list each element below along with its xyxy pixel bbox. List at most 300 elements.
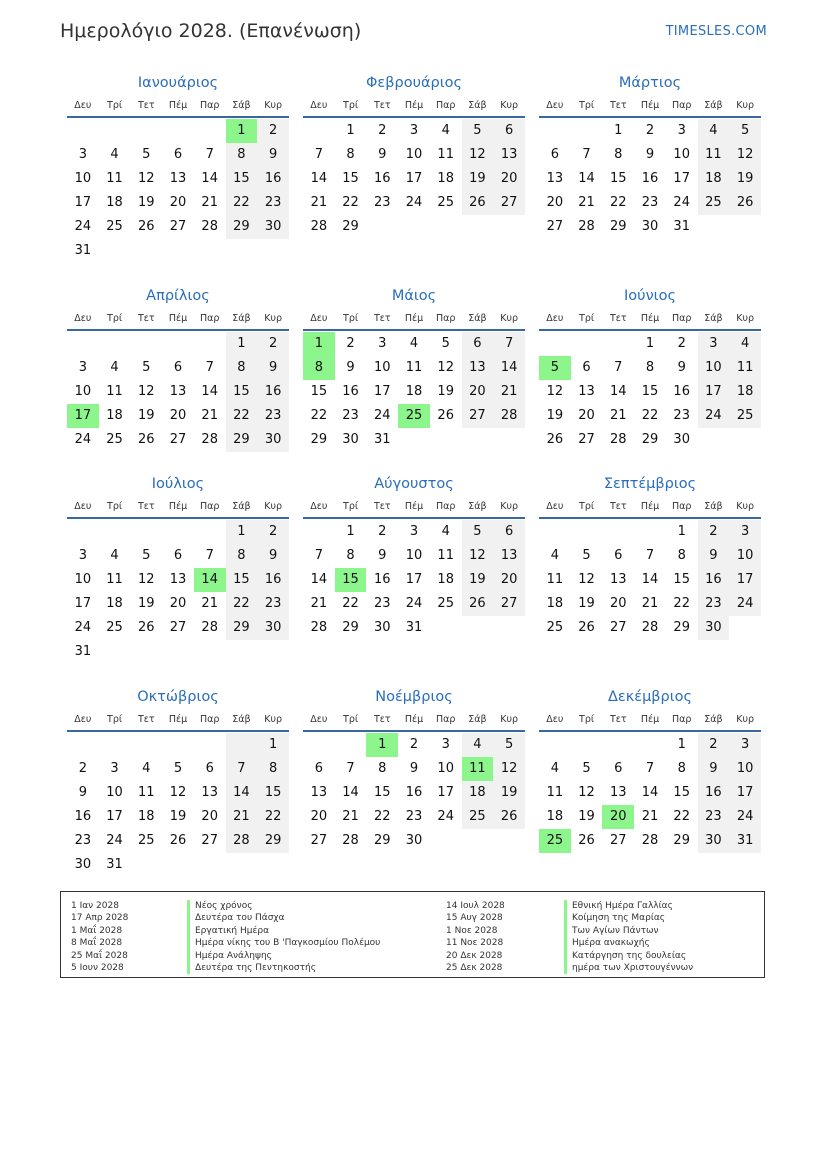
- day-cell: 24: [405, 596, 423, 611]
- day-cell: 18: [405, 384, 423, 399]
- day-cell: 10: [374, 360, 391, 375]
- legend-holiday-name: ημέρα των Χριστουγέννων: [564, 962, 693, 974]
- empty-cell: [194, 853, 226, 877]
- day-cell: 16: [257, 568, 289, 592]
- day-cell: 22: [610, 195, 627, 210]
- weekday-label: Πέμ: [168, 312, 188, 324]
- day-cell: 1: [226, 332, 258, 356]
- day-cell: 27: [546, 219, 564, 234]
- day-cell: 27: [610, 833, 627, 848]
- day-cell: 27: [169, 432, 187, 447]
- day-cell: 16: [405, 785, 423, 800]
- day-cell: 24: [729, 805, 761, 829]
- weekday-label: Πέμ: [404, 99, 424, 111]
- day-cell: 12: [729, 143, 761, 167]
- day-cell: 10: [74, 171, 92, 186]
- day-cell: 24: [74, 432, 92, 447]
- day-cell: 11: [138, 785, 155, 800]
- day-cell: 9: [257, 143, 289, 167]
- empty-cell: [257, 640, 289, 664]
- day-cell: 22: [226, 191, 258, 215]
- day-cell: 10: [405, 548, 423, 563]
- day-cell: 27: [169, 620, 187, 635]
- day-cell: 23: [641, 195, 659, 210]
- day-cell: 8: [226, 143, 258, 167]
- day-cell: 13: [610, 785, 627, 800]
- weekday-label: Κυρ: [264, 312, 283, 324]
- day-cell: 30: [257, 616, 289, 640]
- weekday-label: Τρί: [579, 99, 595, 111]
- day-cell: 11: [106, 572, 123, 587]
- day-cell: 2: [698, 520, 730, 544]
- empty-cell: [539, 119, 571, 143]
- weekday-header: [303, 307, 525, 331]
- weekday-label: Δευ: [74, 713, 92, 725]
- day-cell: 16: [74, 809, 92, 824]
- day-cell: 28: [201, 219, 218, 234]
- day-cell: 17: [698, 380, 730, 404]
- empty-cell: [162, 520, 194, 544]
- day-cell: 14: [641, 572, 659, 587]
- empty-cell: [99, 640, 131, 664]
- weekday-label: Δευ: [310, 500, 328, 512]
- weekday-header: [67, 94, 289, 118]
- day-cell: 1: [346, 123, 355, 138]
- day-cell: 2: [257, 520, 289, 544]
- day-cell: 28: [610, 432, 627, 447]
- weekday-label: Τρί: [579, 713, 595, 725]
- day-cell: 25: [138, 833, 155, 848]
- weekday-label: Κυρ: [736, 500, 755, 512]
- day-cell: 5: [142, 360, 151, 375]
- day-cell: 19: [138, 596, 155, 611]
- empty-cell: [335, 733, 367, 757]
- empty-cell: [634, 733, 666, 757]
- day-cell: 23: [257, 404, 289, 428]
- day-cell: 26: [169, 833, 187, 848]
- day-cell: 3: [409, 524, 419, 539]
- empty-cell: [99, 733, 131, 757]
- day-cell: 31: [106, 857, 123, 872]
- weekday-label: Τρί: [343, 312, 359, 324]
- weekday-label: Δευ: [546, 99, 564, 111]
- weekday-label: Τρί: [579, 500, 595, 512]
- weekday-header: [67, 495, 289, 519]
- day-cell: 23: [405, 809, 423, 824]
- empty-cell: [398, 215, 430, 239]
- day-cell: 9: [677, 360, 686, 375]
- day-cell: 27: [201, 833, 218, 848]
- day-cell: 27: [493, 592, 525, 616]
- day-cell: 26: [493, 805, 525, 829]
- weekday-label: Τετ: [373, 713, 391, 725]
- day-cell: 19: [462, 167, 494, 191]
- empty-cell: [462, 215, 494, 239]
- empty-cell: [729, 616, 761, 640]
- weekday-label: Παρ: [199, 713, 220, 725]
- weekday-label: Δευ: [546, 500, 564, 512]
- day-cell: 20: [462, 380, 494, 404]
- weekday-label: Τρί: [107, 713, 123, 725]
- day-cell: 16: [673, 384, 690, 399]
- day-cell: 17: [74, 596, 92, 611]
- weekday-label: Κυρ: [736, 312, 755, 324]
- day-cell: 29: [310, 432, 328, 447]
- weekday-label: Δευ: [74, 99, 92, 111]
- weekday-label: Κυρ: [500, 500, 519, 512]
- day-cell: 9: [257, 356, 289, 380]
- days-grid: [303, 519, 525, 640]
- day-cell: 28: [342, 833, 359, 848]
- empty-cell: [571, 119, 603, 143]
- day-cell: 31: [405, 620, 423, 635]
- day-cell: 5: [142, 548, 151, 563]
- day-cell: 7: [314, 548, 323, 563]
- empty-cell: [571, 520, 603, 544]
- day-cell: 23: [698, 805, 730, 829]
- legend-date: 17 Απρ 2028: [71, 913, 129, 924]
- empty-cell: [303, 119, 335, 143]
- legend-names-left: [187, 900, 380, 974]
- day-cell: 19: [493, 781, 525, 805]
- day-cell: 11: [437, 147, 454, 162]
- day-cell: 7: [582, 147, 591, 162]
- day-cell: 24: [698, 404, 730, 428]
- day-cell: 24: [437, 809, 454, 824]
- day-cell: 23: [257, 191, 289, 215]
- weekday-label: Παρ: [671, 99, 692, 111]
- day-cell: 9: [346, 360, 355, 375]
- day-cell: 25: [729, 404, 761, 428]
- days-grid: [67, 118, 289, 263]
- day-cell: 4: [550, 761, 559, 776]
- day-cell: 14: [310, 171, 328, 186]
- legend-date: 20 Δεκ 2028: [446, 950, 503, 961]
- day-cell: 6: [173, 147, 183, 162]
- weekday-label: Πέμ: [404, 713, 424, 725]
- day-cell: 12: [578, 785, 595, 800]
- month-name: Μάρτιος: [618, 75, 682, 91]
- day-cell: 21: [342, 809, 359, 824]
- weekday-label: Παρ: [199, 99, 220, 111]
- day-cell: 27: [462, 404, 494, 428]
- day-cell: 1: [366, 733, 398, 757]
- weekday-label: Κυρ: [264, 99, 283, 111]
- day-cell: 4: [729, 332, 761, 356]
- day-cell: 20: [310, 809, 328, 824]
- empty-cell: [462, 829, 494, 853]
- weekday-label: Τετ: [373, 312, 391, 324]
- day-cell: 22: [342, 596, 359, 611]
- day-cell: 26: [437, 408, 454, 423]
- month-name: Μάιος: [391, 288, 437, 304]
- day-cell: 14: [578, 171, 595, 186]
- weekday-label: Τετ: [137, 713, 155, 725]
- day-cell: 9: [645, 147, 655, 162]
- day-cell: 10: [673, 147, 690, 162]
- day-cell: 6: [314, 761, 323, 776]
- day-cell: 5: [582, 548, 591, 563]
- day-cell: 13: [462, 356, 494, 380]
- day-cell: 13: [493, 544, 525, 568]
- day-cell: 14: [493, 356, 525, 380]
- day-cell: 13: [169, 171, 187, 186]
- day-cell: 3: [409, 123, 419, 138]
- day-cell: 4: [142, 761, 151, 776]
- weekday-label: Τρί: [579, 312, 595, 324]
- weekday-header: [539, 94, 761, 118]
- day-cell: 21: [201, 408, 218, 423]
- day-cell: 9: [698, 757, 730, 781]
- empty-cell: [162, 239, 194, 263]
- day-cell: 15: [226, 568, 258, 592]
- day-cell: 9: [78, 785, 87, 800]
- empty-cell: [226, 733, 258, 757]
- empty-cell: [67, 119, 99, 143]
- day-cell: 19: [578, 809, 595, 824]
- day-cell: 14: [610, 384, 627, 399]
- day-cell: 16: [698, 568, 730, 592]
- month-block: [303, 686, 525, 853]
- day-cell: 30: [405, 833, 423, 848]
- day-cell: 25: [106, 620, 123, 635]
- empty-cell: [67, 520, 99, 544]
- day-cell: 20: [546, 195, 564, 210]
- day-cell: 5: [539, 356, 571, 380]
- day-cell: 10: [729, 757, 761, 781]
- days-grid: [539, 118, 761, 239]
- month-name: Απρίλιος: [146, 288, 210, 304]
- weekday-label: Τετ: [137, 312, 155, 324]
- day-cell: 7: [614, 360, 623, 375]
- day-cell: 12: [437, 360, 454, 375]
- day-cell: 23: [342, 408, 359, 423]
- day-cell: 10: [437, 761, 454, 776]
- weekday-label: Τρί: [343, 99, 359, 111]
- day-cell: 17: [405, 171, 423, 186]
- empty-cell: [162, 332, 194, 356]
- day-cell: 6: [493, 520, 525, 544]
- day-cell: 16: [257, 167, 289, 191]
- day-cell: 8: [257, 757, 289, 781]
- day-cell: 16: [342, 384, 359, 399]
- day-cell: 15: [226, 380, 258, 404]
- empty-cell: [602, 520, 634, 544]
- empty-cell: [194, 119, 226, 143]
- empty-cell: [194, 239, 226, 263]
- day-cell: 1: [677, 737, 686, 752]
- day-cell: 26: [578, 833, 595, 848]
- day-cell: 3: [78, 548, 87, 563]
- day-cell: 9: [257, 544, 289, 568]
- legend-holiday-name: Νέος χρόνος: [187, 900, 380, 912]
- day-cell: 5: [462, 119, 494, 143]
- weekday-label: Δευ: [74, 500, 92, 512]
- day-cell: 19: [578, 596, 595, 611]
- day-cell: 25: [539, 829, 571, 853]
- day-cell: 25: [106, 219, 123, 234]
- empty-cell: [130, 733, 162, 757]
- day-cell: 18: [106, 195, 123, 210]
- holiday-legend: [60, 891, 765, 978]
- day-cell: 12: [138, 171, 155, 186]
- day-cell: 8: [226, 544, 258, 568]
- empty-cell: [602, 733, 634, 757]
- day-cell: 8: [226, 356, 258, 380]
- weekday-label: Κυρ: [500, 713, 519, 725]
- empty-cell: [493, 428, 525, 452]
- empty-cell: [130, 239, 162, 263]
- empty-cell: [130, 119, 162, 143]
- weekday-label: Παρ: [671, 713, 692, 725]
- month-name: Νοέμβριος: [375, 689, 453, 705]
- weekday-label: Σάβ: [232, 99, 251, 111]
- day-cell: 12: [462, 143, 494, 167]
- empty-cell: [130, 332, 162, 356]
- day-cell: 16: [698, 781, 730, 805]
- day-cell: 22: [342, 195, 359, 210]
- day-cell: 22: [374, 809, 391, 824]
- day-cell: 18: [729, 380, 761, 404]
- weekday-label: Σάβ: [232, 713, 251, 725]
- weekday-header: [539, 495, 761, 519]
- legend-date: 25 Δεκ 2028: [446, 962, 503, 973]
- day-cell: 8: [346, 548, 355, 563]
- day-cell: 31: [374, 432, 391, 447]
- day-cell: 10: [106, 785, 123, 800]
- legend-holiday-name: Εργατική Ημέρα: [187, 925, 380, 937]
- day-cell: 26: [462, 592, 494, 616]
- empty-cell: [571, 733, 603, 757]
- page-title: Ημερολόγιο 2028. (Επανένωση): [60, 20, 362, 42]
- empty-cell: [130, 520, 162, 544]
- brand-link[interactable]: TIMESLES.COM: [665, 24, 767, 39]
- day-cell: 15: [310, 384, 328, 399]
- day-cell: 27: [310, 833, 328, 848]
- legend-names-right: [564, 900, 693, 974]
- day-cell: 31: [74, 644, 92, 659]
- day-cell: 2: [698, 733, 730, 757]
- day-cell: 13: [493, 143, 525, 167]
- day-cell: 24: [673, 195, 690, 210]
- day-cell: 3: [729, 520, 761, 544]
- day-cell: 28: [493, 404, 525, 428]
- weekday-label: Πέμ: [168, 500, 188, 512]
- day-cell: 15: [610, 171, 627, 186]
- day-cell: 13: [546, 171, 564, 186]
- day-cell: 19: [729, 167, 761, 191]
- day-cell: 4: [409, 336, 419, 351]
- day-cell: 30: [374, 620, 391, 635]
- weekday-label: Τετ: [137, 500, 155, 512]
- day-cell: 20: [493, 167, 525, 191]
- legend-holiday-name: Δευτέρα του Πάσχα: [187, 912, 380, 924]
- weekday-label: Παρ: [671, 312, 692, 324]
- weekday-label: Κυρ: [736, 713, 755, 725]
- day-cell: 15: [342, 171, 359, 186]
- day-cell: 14: [226, 781, 258, 805]
- day-cell: 5: [493, 733, 525, 757]
- day-cell: 29: [673, 620, 690, 635]
- day-cell: 30: [641, 219, 659, 234]
- day-cell: 20: [578, 408, 595, 423]
- day-cell: 18: [437, 171, 454, 186]
- days-grid: [539, 331, 761, 452]
- legend-date: 1 Μαΐ 2028: [71, 925, 123, 936]
- day-cell: 13: [169, 384, 187, 399]
- month-name: Οκτώβριος: [137, 689, 219, 705]
- weekday-header: [67, 307, 289, 331]
- day-cell: 1: [226, 520, 258, 544]
- day-cell: 12: [493, 757, 525, 781]
- day-cell: 7: [205, 147, 214, 162]
- day-cell: 30: [342, 432, 359, 447]
- day-cell: 2: [378, 123, 387, 138]
- day-cell: 30: [698, 829, 730, 853]
- empty-cell: [398, 428, 430, 452]
- weekday-label: Σάβ: [704, 713, 723, 725]
- day-cell: 2: [378, 524, 387, 539]
- days-grid: [303, 732, 525, 853]
- day-cell: 28: [310, 219, 328, 234]
- legend-holiday-name: Εθνική Ημέρα Γαλλίας: [564, 900, 693, 912]
- weekday-label: Σάβ: [704, 99, 723, 111]
- weekday-label: Παρ: [435, 312, 456, 324]
- day-cell: 31: [673, 219, 690, 234]
- weekday-label: Πέμ: [404, 312, 424, 324]
- weekday-label: Κυρ: [264, 500, 283, 512]
- day-cell: 14: [194, 568, 226, 592]
- month-name: Σεπτέμβριος: [603, 476, 697, 492]
- day-cell: 8: [614, 147, 623, 162]
- weekday-label: Τετ: [609, 312, 627, 324]
- day-cell: 28: [578, 219, 595, 234]
- day-cell: 4: [550, 548, 559, 563]
- day-cell: 14: [310, 572, 328, 587]
- day-cell: 3: [78, 360, 87, 375]
- day-cell: 18: [546, 596, 564, 611]
- day-cell: 17: [405, 572, 423, 587]
- day-cell: 20: [610, 596, 627, 611]
- day-cell: 11: [437, 548, 454, 563]
- weekday-label: Τετ: [609, 500, 627, 512]
- weekday-label: Παρ: [435, 713, 456, 725]
- day-cell: 19: [546, 408, 564, 423]
- day-cell: 24: [74, 620, 92, 635]
- day-cell: 3: [698, 332, 730, 356]
- empty-cell: [194, 640, 226, 664]
- empty-cell: [430, 829, 462, 853]
- legend-holiday-name: Κοίμηση της Μαρίας: [564, 912, 693, 924]
- empty-cell: [303, 733, 335, 757]
- weekday-label: Σάβ: [704, 500, 723, 512]
- empty-cell: [698, 428, 730, 452]
- day-cell: 13: [610, 572, 627, 587]
- month-name: Δεκέμβριος: [607, 689, 693, 705]
- day-cell: 24: [74, 219, 92, 234]
- day-cell: 26: [138, 620, 155, 635]
- day-cell: 23: [374, 596, 391, 611]
- month-block: [303, 72, 525, 239]
- empty-cell: [99, 119, 131, 143]
- day-cell: 1: [677, 524, 686, 539]
- day-cell: 27: [169, 219, 187, 234]
- weekday-label: Τρί: [343, 500, 359, 512]
- day-cell: 20: [493, 568, 525, 592]
- day-cell: 25: [437, 596, 454, 611]
- empty-cell: [99, 332, 131, 356]
- day-cell: 9: [409, 761, 419, 776]
